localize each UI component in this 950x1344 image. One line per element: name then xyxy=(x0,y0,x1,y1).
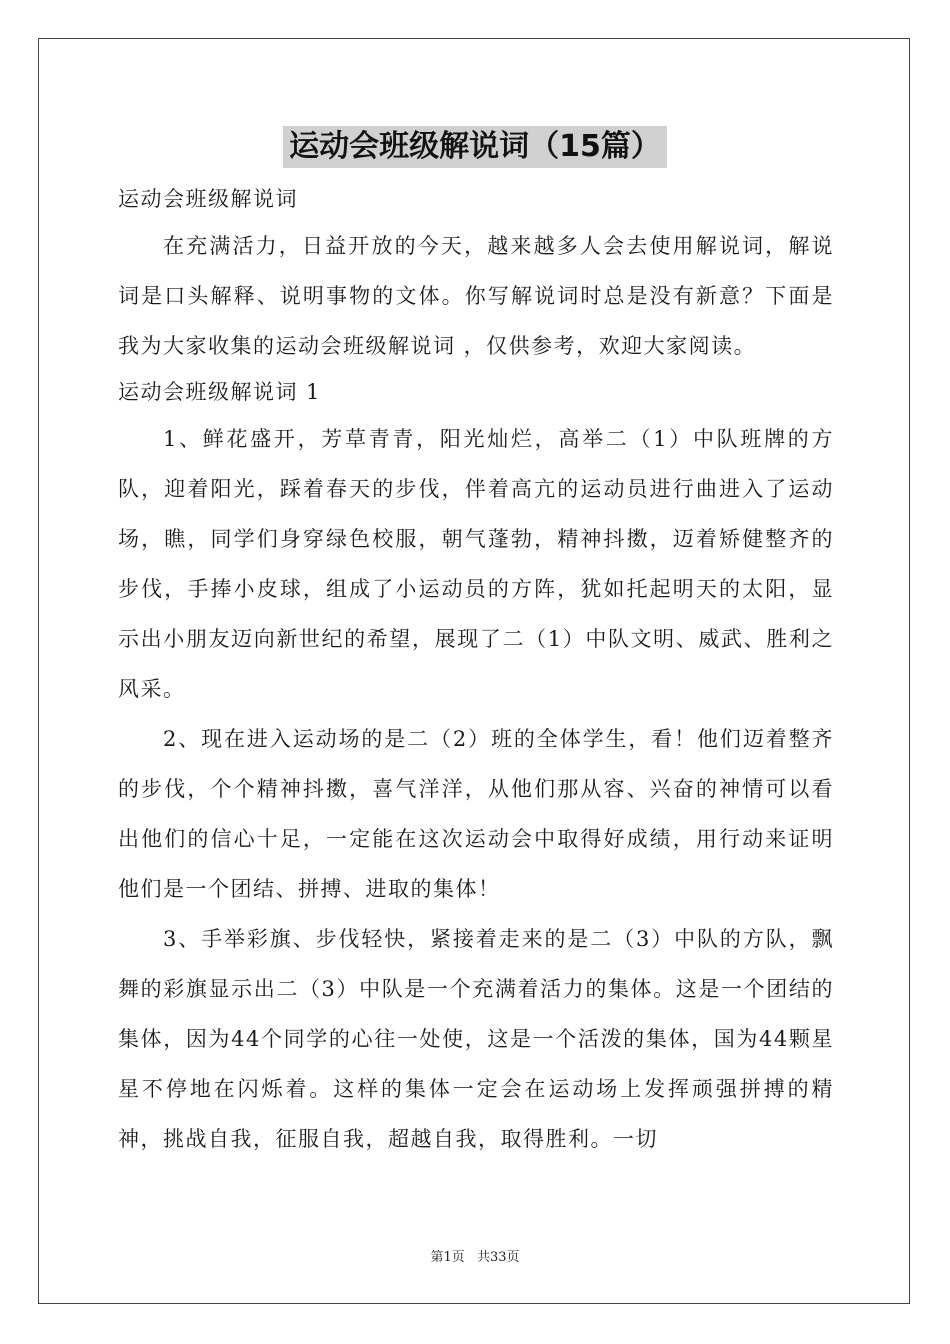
page-footer xyxy=(0,1246,950,1265)
page-total: 共33页 xyxy=(476,1250,520,1265)
document-subtitle: 运动会班级解说词 xyxy=(118,187,298,211)
title-container xyxy=(0,126,950,168)
document-title: 运动会班级解说词（15篇） xyxy=(283,126,667,168)
intro-paragraph: 在充满活力，日益开放的今天，越来越多人会去使用解说词，解说词是口头解释、说明事物的文体。你写解说词时总是没有新意？下面是我为大家收集的运动会班级解说词 ，仅供参考，欢迎大家阅读。 xyxy=(118,234,834,358)
body-paragraph: 1、鲜花盛开，芳草青青，阳光灿烂，高举二（1）中队班牌的方队，迎着阳光，踩着春天的步伐，伴着高亢的运动员进行曲进入了运动场，瞧，同学们身穿绿色校服，朝气蓬勃，精神抖擞，迈着矫健整齐的步伐，手捧小皮球，组成了小运动员的方阵，犹如托起明天的太阳，显示出小朋友迈向新世纪的希望，展现了二（1）中队文明、威武、胜利之风采。 xyxy=(118,427,834,701)
section-heading: 运动会班级解说词 1 xyxy=(118,380,322,404)
document-body xyxy=(118,178,834,1164)
body-paragraph: 2、现在进入运动场的是二（2）班的全体学生，看！他们迈着整齐的步伐，个个精神抖擞，喜气洋洋，从他们那从容、兴奋的神情可以看出他们的信心十足，一定能在这次运动会中取得好成绩，用行动来证明他们是一个团结、拼搏、进取的集体！ xyxy=(118,727,834,901)
body-paragraph: 3、手举彩旗、步伐轻快，紧接着走来的是二（3）中队的方队，飘舞的彩旗显示出二（3）中队是一个充满着活力的集体。这是一个团结的集体，因为44个同学的心往一处使，这是一个活泼的集体，国为44颗星星不停地在闪烁着。这样的集体一定会在运动场上发挥顽强拼搏的精神，挑战自我，征服自我，超越自我，取得胜利。一切 xyxy=(118,927,834,1151)
page-number: 第1页 xyxy=(430,1250,465,1265)
